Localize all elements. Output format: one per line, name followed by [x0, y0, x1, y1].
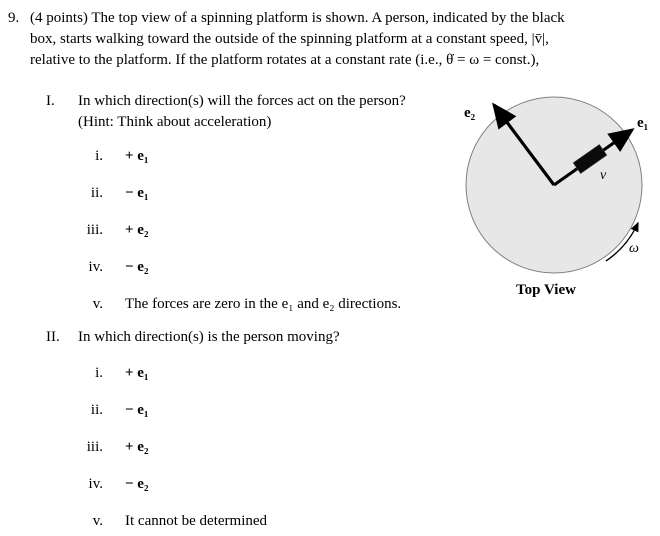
problem-text	[30, 8, 565, 71]
option-row	[0, 511, 660, 532]
platform-diagram	[458, 93, 660, 311]
option-row	[0, 363, 660, 384]
part-ii-question-line-1: In which direction(s) is the person moving?	[78, 329, 340, 345]
e2-axis-label: e₂	[464, 105, 476, 121]
option-label: + e₁	[125, 148, 149, 164]
part-i-text	[78, 91, 406, 133]
option-label: − e₁	[125, 402, 149, 418]
option-label: − e₁	[125, 185, 149, 201]
omega-label: ω	[629, 241, 639, 256]
option-numeral: v.	[92, 296, 103, 312]
part-i-question-line-2: (Hint: Think about acceleration)	[78, 114, 272, 130]
option-label: − e₂	[125, 259, 149, 275]
part-i-numeral: I.	[46, 93, 55, 109]
option-numeral: i.	[95, 148, 103, 164]
part-ii-numeral: II.	[46, 329, 60, 345]
option-label: The forces are zero in the e₁ and e₂ directions.	[125, 296, 402, 312]
top-view-caption: Top View	[516, 282, 576, 298]
option-label: It cannot be determined	[125, 513, 268, 529]
option-numeral: iii.	[86, 222, 103, 238]
part-ii-text	[78, 327, 340, 348]
problem-statement	[0, 0, 660, 71]
option-row	[0, 400, 660, 421]
option-label: − e₂	[125, 476, 149, 492]
part-i-question-line-1: In which direction(s) will the forces act on the person?	[78, 93, 406, 109]
option-label: + e₂	[125, 222, 149, 238]
option-label: + e₂	[125, 439, 149, 455]
part-ii-options	[0, 363, 660, 532]
problem-line-2: box, starts walking toward the outside of the spinning platform at a constant speed, |v̄|,	[30, 31, 549, 47]
e1-axis-label: e₁	[637, 115, 649, 131]
option-numeral: ii.	[90, 402, 103, 418]
top-view-figure	[458, 93, 660, 311]
option-row	[0, 437, 660, 458]
part-ii-question	[46, 327, 660, 348]
problem-line-1: (4 points) The top view of a spinning platform is shown. A person, indicated by the black	[30, 10, 565, 26]
question-number: 9.	[8, 10, 20, 26]
option-numeral: iv.	[88, 259, 103, 275]
option-numeral: v.	[92, 513, 103, 529]
velocity-label: v	[600, 168, 607, 183]
option-numeral: iv.	[88, 476, 103, 492]
problem-line-3: relative to the platform. If the platform rotates at a constant rate (i.e., θ̇ = ω = const.),	[30, 52, 540, 68]
option-label: + e₁	[125, 365, 149, 381]
option-row	[0, 474, 660, 495]
option-numeral: i.	[95, 365, 103, 381]
option-numeral: iii.	[86, 439, 103, 455]
option-numeral: ii.	[90, 185, 103, 201]
